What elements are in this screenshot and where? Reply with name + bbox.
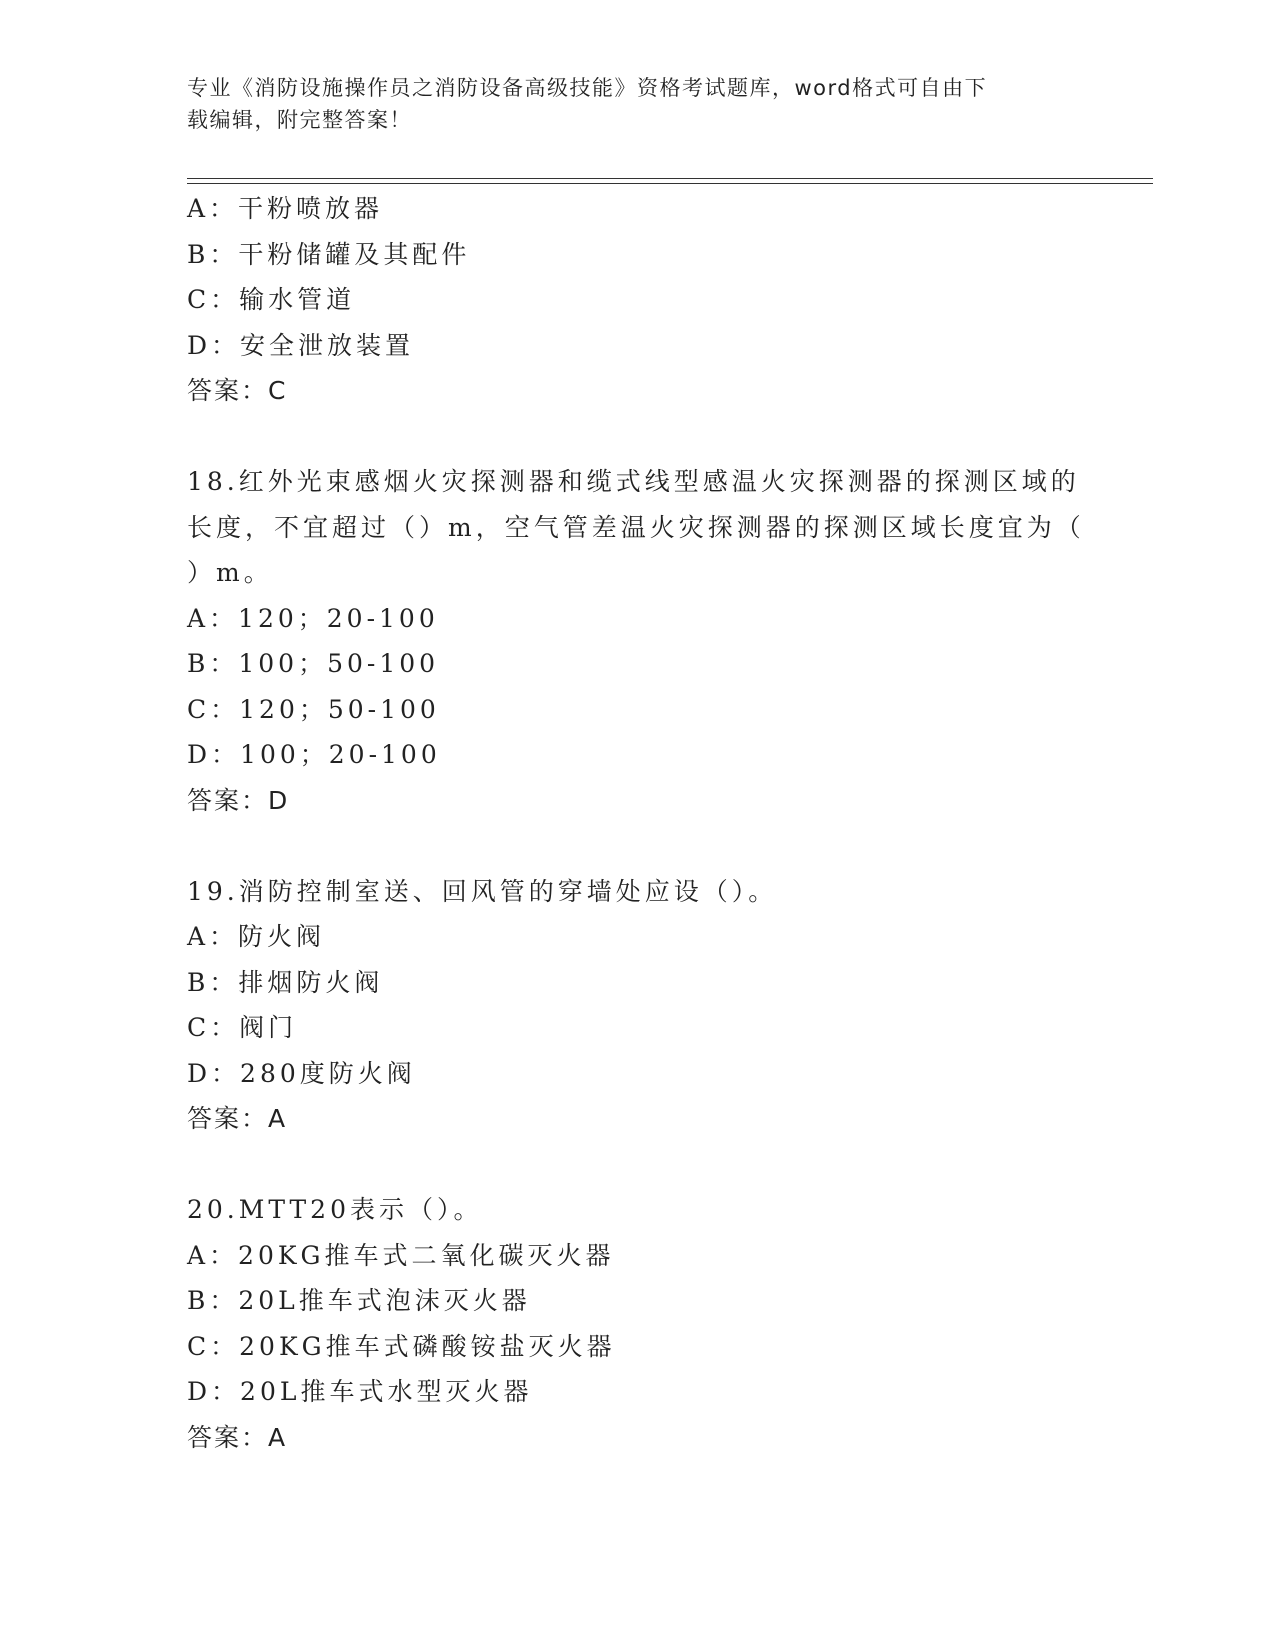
document-header — [187, 72, 1067, 136]
option-c: C：输水管道 — [187, 285, 356, 314]
header-divider-bottom — [187, 183, 1153, 184]
header-line-2: 载编辑，附完整答案！ — [187, 108, 412, 132]
header-line-1: 专业《消防设施操作员之消防设备高级技能》资格考试题库，word格式可自由下 — [187, 76, 988, 100]
question-20 — [187, 1187, 1087, 1460]
answer: 答案：C — [187, 376, 288, 405]
option-a: A：干粉喷放器 — [187, 194, 384, 223]
answer: 答案：D — [187, 785, 290, 815]
option-a: A：防火阀 — [187, 922, 326, 951]
question-stem-line-2: 长度，不宜超过（）m，空气管差温火灾探测器的探测区域长度宜为（ — [187, 512, 1085, 542]
option-b: B：排烟防火阀 — [187, 967, 384, 997]
spacer — [187, 414, 1087, 460]
option-c: C：120；50-100 — [187, 694, 440, 724]
option-d: D：安全泄放装置 — [187, 330, 415, 360]
question-stem-line-3: ）m。 — [187, 558, 273, 587]
option-d: D：20L推车式水型灭火器 — [187, 1377, 533, 1406]
option-d: D：280度防火阀 — [187, 1058, 416, 1088]
question-stem: 20.MTT20表示（）。 — [187, 1195, 483, 1224]
answer: 答案：A — [187, 1104, 288, 1133]
spacer — [187, 1142, 1087, 1188]
answer: 答案：A — [187, 1422, 288, 1452]
question-18 — [187, 459, 1087, 823]
question-stem: 19.消防控制室送、回风管的穿墙处应设（）。 — [187, 876, 778, 906]
question-list — [187, 186, 1087, 1460]
option-a: A：120；20-100 — [187, 603, 439, 633]
option-b: B：100；50-100 — [187, 649, 440, 678]
header-divider-top — [187, 178, 1153, 179]
question-stem-line-1: 18.红外光束感烟火灾探测器和缆式线型感温火灾探测器的探测区域的 — [187, 467, 1080, 496]
option-b: B：干粉储罐及其配件 — [187, 239, 471, 269]
question-19 — [187, 869, 1087, 1142]
question-17 — [187, 186, 1087, 414]
option-a: A：20KG推车式二氧化碳灭火器 — [187, 1240, 615, 1270]
spacer — [187, 823, 1087, 869]
option-c: C：20KG推车式磷酸铵盐灭火器 — [187, 1331, 616, 1361]
option-d: D：100；20-100 — [187, 740, 441, 769]
option-c: C：阀门 — [187, 1013, 298, 1042]
option-b: B：20L推车式泡沫灭火器 — [187, 1286, 531, 1315]
